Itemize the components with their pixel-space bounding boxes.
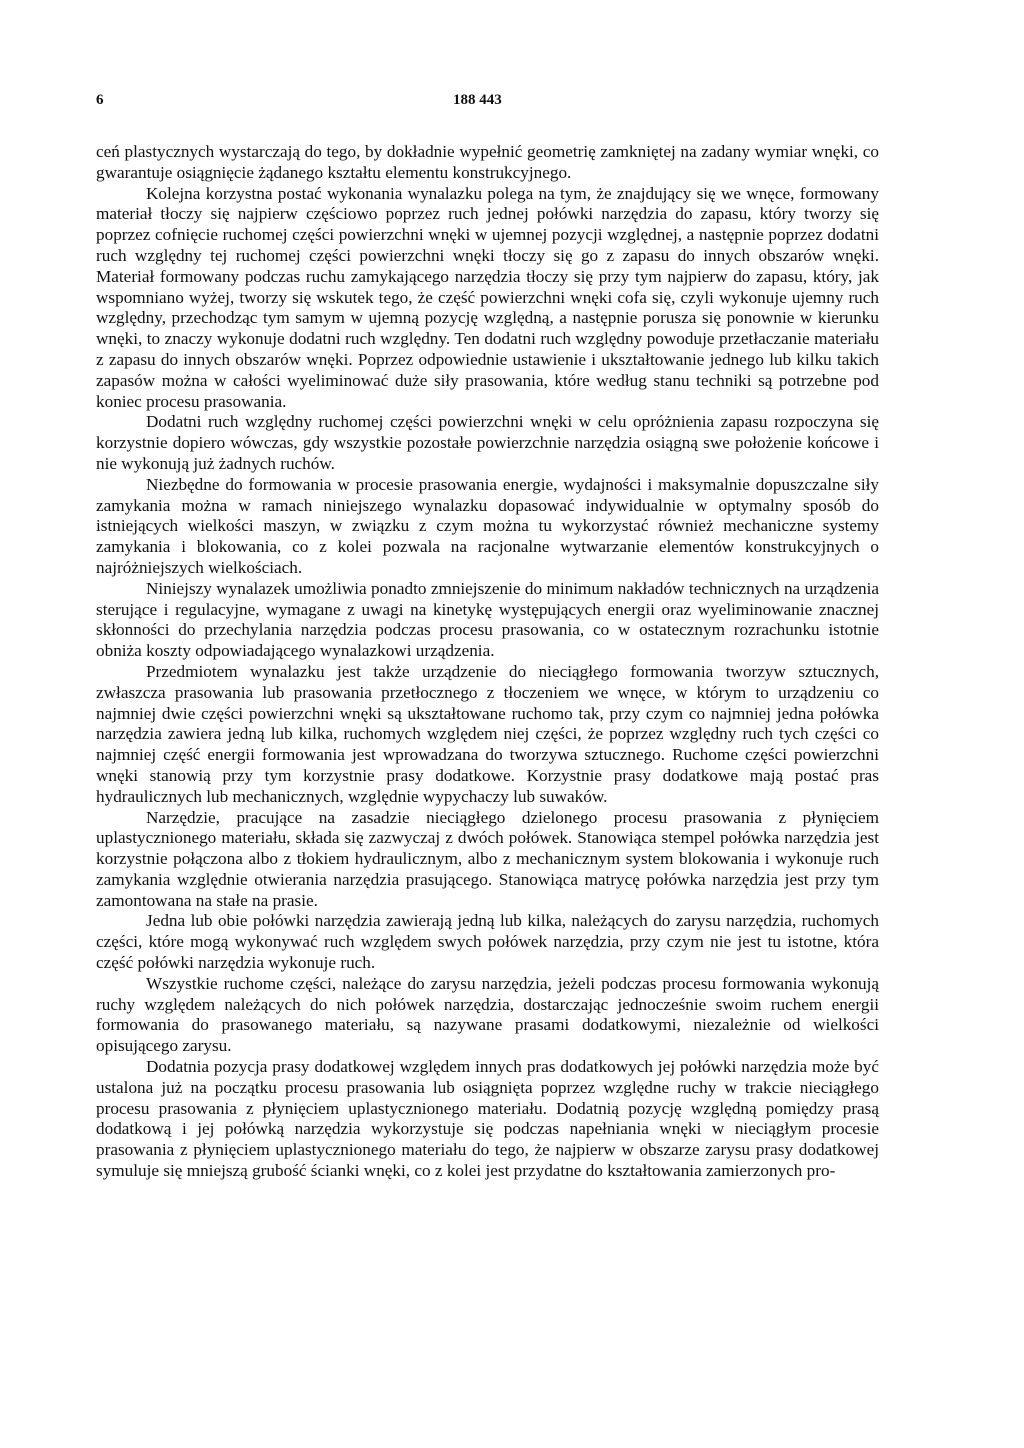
body-text (96, 142, 879, 1182)
patent-number: 188 443 (453, 92, 502, 108)
page-number: 6 (96, 92, 104, 108)
paragraph: Przedmiotem wynalazku jest także urządzenie do nieciągłego formowania tworzyw sztucznych, zwłaszcza prasowania lub prasowania przetłocznego z tłoczeniem we wnęce, w którym to urządzeniu co najmniej dwie części powierzchni wnęki są ukształtowane ruchomo tak, przy czym co najmniej jedna połówka narzędzia zawiera jedną lub kilka, ruchomych względem niej części, że poprzez względny ruch tych części co najmniej część energii formowania jest wprowadzana do tworzywa sztucznego. Ruchome części powierzchni wnęki stanowią przy tym korzystnie prasy dodatkowe. Korzystnie prasy dodatkowe mają postać pras hydraulicznych lub mechanicznych, względnie wypychaczy lub suwaków. (96, 661, 879, 806)
paragraph: Dodatnia pozycja prasy dodatkowej względem innych pras dodatkowych jej połówki narzędzia może być ustalona już na początku procesu prasowania lub osiągnięta poprzez względne ruchy w trakcie nieciągłego procesu prasowania z płynięciem uplastycznionego materiału. Dodatnią pozycję względną pomiędzy prasą dodatkową i jej połówką narzędzia wykorzystuje się podczas napełniania wnęki w nieciągłym procesie prasowania z płynięciem uplastycznionego materiału do tego, że najpierw w obszarze zarysu prasy dodatkowej symuluje się mniejszą grubość ścianki wnęki, co z kolei jest przydatne do kształtowania zamierzonych pro- (96, 1057, 879, 1181)
paragraph: Wszystkie ruchome części, należące do zarysu narzędzia, jeżeli podczas procesu formowania wykonują ruchy względem należących do nich połówek narzędzia, dostarczając jednocześnie swoim ruchem energii formowania do prasowanego materiału, są nazywane prasami dodatkowymi, niezależnie od wielkości opisującego zarysu. (96, 973, 879, 1056)
page-header (96, 92, 879, 116)
paragraph: Jedna lub obie połówki narzędzia zawierają jedną lub kilka, należących do zarysu narzędzia, ruchomych części, które mogą wykonywać ruch względem swych połówek narzędzia, przy czym nie jest tu istotne, która część połówki narzędzia wykonuje ruch. (96, 911, 879, 973)
paragraph: Kolejna korzystna postać wykonania wynalazku polega na tym, że znajdujący się we wnęce, formowany materiał tłoczy się najpierw częściowo poprzez ruch jednej połówki narzędzia do zapasu, który tworzy się poprzez cofnięcie ruchomej części powierzchni wnęki w ujemnej pozycji względnej, a następnie poprzez dodatni ruch względny tej ruchomej części powierzchni wnęki tłoczy się go z zapasu do innych obszarów wnęki. Materiał formowany podczas ruchu zamykającego narzędzia tłoczy się przy tym najpierw do zapasu, który, jak wspomniano wyżej, tworzy się wskutek tego, że część powierzchni wnęki cofa się, czyli wykonuje ujemny ruch względny, przechodząc tym samym w ujemną pozycję względną, a następnie porusza się ponownie w kierunku wnęki, to znaczy wykonuje dodatni ruch względny. Ten dodatni ruch względny powoduje przetłaczanie materiału z zapasu do innych obszarów wnęki. Poprzez odpowiednie ustawienie i ukształtowanie jednego lub kilku takich zapasów można w całości wyeliminować duże siły prasowania, które według stanu techniki są potrzebne pod koniec procesu prasowania. (96, 183, 879, 411)
paragraph: Dodatni ruch względny ruchomej części powierzchni wnęki w celu opróżnienia zapasu rozpoczyna się korzystnie dopiero wówczas, gdy wszystkie pozostałe powierzchnie narzędzia osiągną swe położenie końcowe i nie wykonują już żadnych ruchów. (96, 412, 879, 473)
document-page (96, 92, 879, 1181)
paragraph: Niezbędne do formowania w procesie prasowania energie, wydajności i maksymalnie dopuszczalne siły zamykania można w ramach niniejszego wynalazku dopasować indywidualnie w optymalny sposób do istniejących wielkości maszyn, w związku z czym można tu wykorzystać również mechaniczne systemy zamykania i blokowania, co z kolei pozwala na racjonalne wytwarzanie elementów konstrukcyjnych o najróżniejszych wielkościach. (96, 474, 879, 577)
paragraph: Niniejszy wynalazek umożliwia ponadto zmniejszenie do minimum nakładów technicznych na urządzenia sterujące i regulacyjne, wymagane z uwagi na kinetykę występujących energii oraz wyeliminowanie znacznej skłonności do przechylania narzędzia podczas procesu prasowania, co w ostatecznym rozrachunku istotnie obniża koszty odpowiadającego wynalazkowi urządzenia. (96, 578, 879, 661)
paragraph: Narzędzie, pracujące na zasadzie nieciągłego dzielonego procesu prasowania z płynięciem uplastycznionego materiału, składa się zazwyczaj z dwóch połówek. Stanowiąca stempel połówka narzędzia jest korzystnie połączona albo z tłokiem hydraulicznym, albo z mechanicznym system blokowania i wykonuje ruch zamykania względnie otwierania narzędzia prasującego. Stanowiąca matrycę połówka narzędzia jest przy tym zamontowana na stałe na prasie. (96, 807, 879, 910)
paragraph: ceń plastycznych wystarczają do tego, by dokładnie wypełnić geometrię zamkniętej na zadany wymiar wnęki, co gwarantuje osiągnięcie żądanego kształtu elementu konstrukcyjnego. (96, 142, 879, 182)
